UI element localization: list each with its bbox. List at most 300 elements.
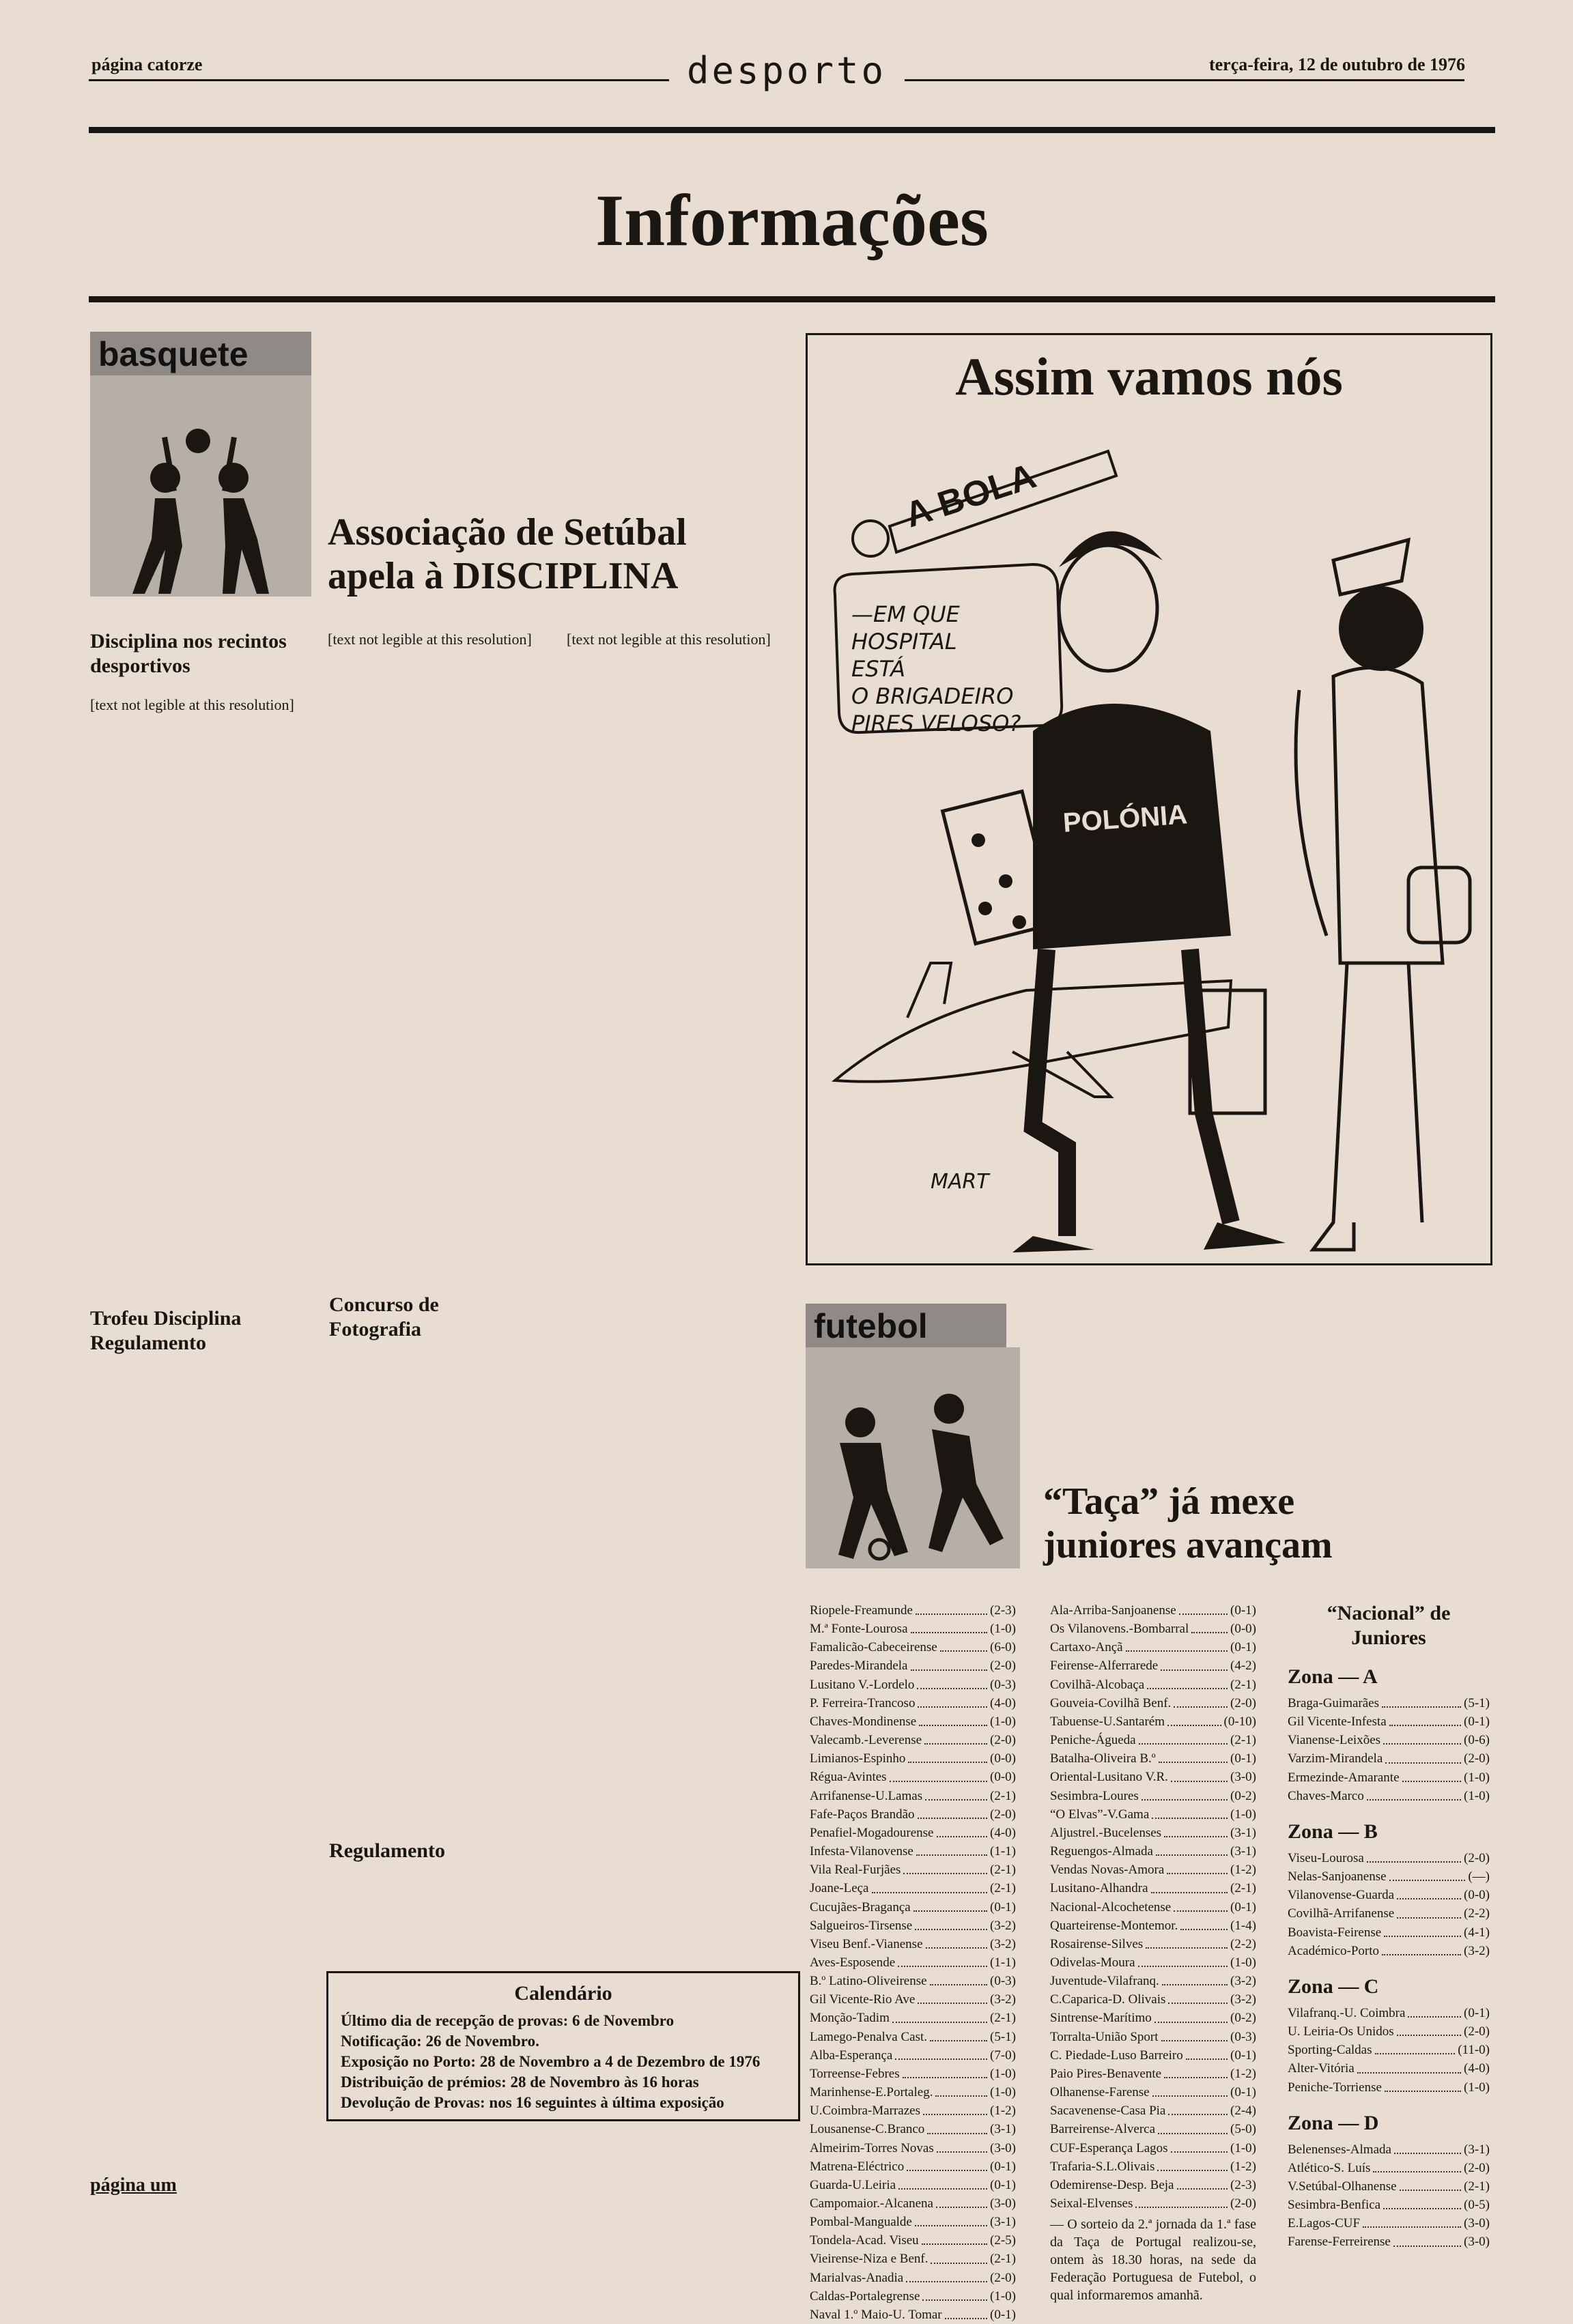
match-score: (1-2) [990,2104,1016,2119]
match-score: (1-0) [990,2085,1016,2100]
result-row [810,1898,1016,1917]
match-score: (3-0) [1464,2235,1490,2250]
match-name: Tondela-Acad. Viseu [810,2233,919,2248]
match-score: (2-3) [1230,2177,1256,2192]
match-name: Seixal-Elvenses [1050,2196,1133,2211]
result-row [1050,1935,1256,1953]
result-row [1288,2059,1490,2078]
result-row [810,1768,1016,1786]
match-name: C. Piedade-Luso Barreiro [1050,2048,1183,2063]
result-row [1050,1768,1256,1786]
match-score: (2-1) [990,2252,1016,2267]
match-score: (1-0) [990,1622,1016,1637]
match-name: Salgueiros-Tirsense [810,1918,913,1933]
shirt-text: POLÓNIA [1062,799,1189,838]
match-name: Fafe-Paços Brandão [810,1807,915,1822]
match-score: (2-0) [990,1733,1016,1748]
match-name: Valecamb.-Leverense [810,1733,922,1748]
match-score: (2-0) [1464,1751,1490,1766]
match-name: Gil Vicente-Rio Ave [810,1992,916,2007]
result-row [810,1638,1016,1656]
match-score: (4-2) [1230,1659,1256,1674]
result-row [810,1620,1016,1638]
result-row [1050,2176,1256,2194]
match-name: U. Leiria-Os Unidos [1288,2024,1394,2039]
match-name: P. Ferreira-Trancoso [810,1695,916,1710]
match-score: (1-0) [1230,2140,1256,2155]
result-row [810,2139,1016,2157]
result-row [810,2065,1016,2083]
futebol-headline: “Taça” já mexe juniores avançam [1043,1480,1333,1567]
result-row [1050,1917,1256,1935]
cartoon-title: Assim vamos nós [955,347,1343,406]
match-name: C.Caparica-D. Olivais [1050,1992,1166,2007]
result-row [1288,1867,1490,1886]
result-row [810,2028,1016,2046]
match-name: Académico-Porto [1288,1943,1380,1958]
result-row [810,2046,1016,2065]
result-row [1050,1749,1256,1768]
match-name: Torralta-União Sport [1050,2029,1159,2044]
match-score: (0-1) [1464,2005,1490,2020]
basquete-tag: basquete [90,332,311,377]
match-score: (2-0) [1230,2196,1256,2211]
match-name: Vilanovense-Guarda [1288,1888,1395,1903]
match-score: (2-1) [1230,1677,1256,1692]
taca-note: — O sorteio da 2.ª jornada da 1.ª fase da Taça de Portugal realizou-se, ontem às 18.30 horas, na sede da Federação Portuguesa de Futebol, o qual informaremos amanhã. [1050,2217,1256,2304]
result-row [810,2194,1016,2213]
match-name: Batalha-Oliveira B.º [1050,1751,1156,1766]
result-row [1050,1638,1256,1656]
result-row [1288,1712,1490,1731]
match-score: (7-0) [990,2048,1016,2063]
match-score: (1-0) [1464,1788,1490,1803]
result-row [810,2157,1016,2176]
match-score: (1-0) [1230,1955,1256,1970]
match-name: Boavista-Feirense [1288,1925,1382,1940]
match-name: V.Setúbal-Olhanense [1288,2179,1397,2194]
match-name: Alter-Vitória [1288,2061,1355,2076]
futebol-tag: futebol [806,1304,1006,1349]
match-score: (2-0) [990,2270,1016,2285]
match-name: Feirense-Alferrarede [1050,1659,1159,1674]
match-score: (1-0) [990,2289,1016,2304]
result-row [1288,2196,1490,2214]
match-name: Pombal-Mangualde [810,2215,912,2230]
result-row [1288,1886,1490,1904]
match-name: Caldas-Portalegrense [810,2289,920,2304]
match-score: (0-1) [1230,1751,1256,1766]
zone-title: Zona — D [1288,2111,1379,2134]
match-score: (1-0) [990,1714,1016,1729]
result-row [1288,1942,1490,1960]
match-name: Sporting-Caldas [1288,2043,1372,2058]
result-row [810,1972,1016,1990]
match-name: Torreense-Febres [810,2066,900,2081]
result-row [1288,2177,1490,2196]
discipline-subhead: Disciplina nos recintos desportivos [90,630,287,677]
result-row [810,1953,1016,1972]
result-row [810,2306,1016,2324]
result-row [810,1861,1016,1879]
match-name: Riopele-Freamunde [810,1603,913,1618]
match-name: Arrifanense-U.Lamas [810,1788,923,1803]
calendar-line: Devolução de Provas: nos 16 seguintes à última exposição [341,2093,724,2111]
header-rule-thin [89,79,669,81]
result-row [1050,2046,1256,2065]
match-score: (3-1) [1230,1844,1256,1859]
match-score: (4-0) [1464,2061,1490,2076]
match-name: Quarteirense-Montemor. [1050,1918,1178,1933]
match-score: (5-1) [1464,1696,1490,1710]
zone-title: Zona — B [1288,1820,1378,1843]
match-name: Varzim-Mirandela [1288,1751,1383,1766]
match-score: (1-0) [1230,1807,1256,1822]
match-score: (0-0) [990,1770,1016,1785]
result-row [810,2083,1016,2101]
masthead-rule [89,296,1495,302]
match-name: Ala-Arriba-Sanjoanense [1050,1603,1176,1618]
speech-bubble-text: —EM QUE HOSPITAL ESTÁ O BRIGADEIRO PIRES VELOSO? [851,601,1021,736]
match-name: Infesta-Vilanovense [810,1844,913,1859]
match-score: (0-1) [1230,1603,1256,1618]
match-score: (3-1) [990,2122,1016,2137]
calendar-line: Último dia de recepção de provas: 6 de Novembro [341,2012,675,2029]
match-score: (0-0) [990,1751,1016,1766]
match-score: (1-1) [990,1955,1016,1970]
result-row [1050,1694,1256,1712]
result-row [810,2231,1016,2250]
result-row [810,1824,1016,1842]
match-name: Gil Vicente-Infesta [1288,1715,1387,1730]
match-score: (0-0) [1230,1622,1256,1637]
match-score: (3-0) [1230,1770,1256,1785]
match-score: (5-1) [990,2029,1016,2044]
result-row [810,1935,1016,1953]
result-row [1288,2004,1490,2022]
result-row [1288,1731,1490,1749]
match-name: Lusitano V.-Lordelo [810,1677,915,1692]
result-row [1288,2078,1490,2097]
match-score: (3-2) [990,1992,1016,2007]
zone-title: Zona — A [1288,1665,1378,1688]
match-name: Vieirense-Niza e Benf. [810,2252,929,2267]
match-score: (1-4) [1230,1918,1256,1933]
result-row [1288,1923,1490,1942]
match-score: (1-0) [1464,2080,1490,2095]
match-score: (2-0) [1464,1850,1490,1865]
match-name: Lusitano-Alhandra [1050,1881,1148,1896]
result-row [1288,2214,1490,2233]
result-row [810,2176,1016,2194]
result-row [1288,1904,1490,1923]
match-score: (0-5) [1464,2198,1490,2213]
result-row [1050,1712,1256,1731]
result-row [1050,2083,1256,2101]
match-score: (2-1) [1230,1733,1256,1748]
match-score: (0-2) [1230,2011,1256,2026]
masthead-title: Informações [595,180,989,261]
match-name: Olhanense-Farense [1050,2085,1150,2100]
juniores-panel [1288,1601,1490,2252]
result-row [1050,2065,1256,2083]
result-row [810,1601,1016,1620]
match-name: Famalicão-Cabeceirense [810,1640,937,1655]
result-row [810,1990,1016,2009]
match-score: (1-2) [1230,1863,1256,1878]
result-row [1050,2009,1256,2027]
match-name: B.º Latino-Oliveirense [810,1974,927,1989]
match-score: (0-1) [990,2307,1016,2322]
match-score: (2-1) [990,2011,1016,2026]
match-name: Belenenses-Almada [1288,2142,1391,2157]
match-name: Lousanense-C.Branco [810,2122,925,2137]
result-row [1050,1805,1256,1824]
result-row [810,1842,1016,1861]
match-score: (2-2) [1464,1906,1490,1921]
match-name: Vilafranq.-U. Coimbra [1288,2005,1406,2020]
result-row [1050,1953,1256,1972]
zone-title: Zona — C [1288,1975,1379,1998]
match-score: (2-1) [990,1788,1016,1803]
match-score: (3-1) [990,2215,1016,2230]
footer-page-label: página um [90,2175,177,2196]
match-name: Paio Pires-Benavente [1050,2066,1162,2081]
a-bola-logo [853,451,1116,556]
match-name: U.Coimbra-Marrazes [810,2104,920,2119]
match-score: (2-1) [1464,2179,1490,2194]
match-name: Tabuense-U.Santarém [1050,1714,1165,1729]
match-score: (0-1) [1230,1640,1256,1655]
column-1-text: [text not legible at this resolution] [90,696,294,713]
match-name: Régua-Avintes [810,1770,887,1785]
match-score: (0-6) [1464,1733,1490,1748]
match-score: (0-1) [990,2159,1016,2174]
result-row [810,2287,1016,2306]
calendar-box [326,1971,800,2121]
match-name: Odemirense-Desp. Beja [1050,2177,1174,2192]
match-name: Aves-Esposende [810,1955,896,1970]
match-name: CUF-Esperança Lagos [1050,2140,1168,2155]
section-title: desporto [686,49,887,92]
result-row [1050,2139,1256,2157]
match-name: Campomaior.-Alcanena [810,2196,933,2211]
match-name: Marinhense-E.Portaleg. [810,2085,933,2100]
match-score: (0-0) [1464,1888,1490,1903]
result-row [1050,2120,1256,2138]
match-name: Sintrense-Marítimo [1050,2011,1152,2026]
match-score: (3-0) [1464,2216,1490,2231]
column-3-text: [text not legible at this resolution] [567,631,771,648]
match-score: (3-0) [990,2196,1016,2211]
result-row [1050,1601,1256,1620]
result-row [1288,2022,1490,2041]
result-row [810,1805,1016,1824]
top-rule [89,127,1495,133]
match-score: (2-3) [990,1603,1016,1618]
match-score: (0-1) [1230,2048,1256,2063]
match-score: (0-1) [1230,1899,1256,1914]
stewardess-figure [1296,540,1470,1250]
match-name: Oriental-Lusitano V.R. [1050,1770,1168,1785]
match-name: Vianense-Leixões [1288,1733,1381,1748]
man-figure [943,531,1286,1252]
result-row [810,1787,1016,1805]
result-row [1050,1990,1256,2009]
result-row [1050,2028,1256,2046]
nacional-juniores-title: “Nacional” de Juniores [1327,1602,1451,1649]
match-name: Viseu-Lourosa [1288,1850,1364,1865]
match-score: (3-2) [1230,1992,1256,2007]
match-score: (2-0) [990,1807,1016,1822]
result-row [1050,1731,1256,1749]
match-name: Barreirense-Alverca [1050,2122,1156,2137]
result-row [1288,2041,1490,2059]
result-row [1050,1861,1256,1879]
result-row [810,2250,1016,2268]
match-score: (0-2) [1230,1788,1256,1803]
cartoonist-signature: MART [931,1170,989,1194]
result-row [1050,1879,1256,1897]
match-name: Juventude-Vilafranq. [1050,1974,1159,1989]
result-row [1050,1676,1256,1694]
result-row [810,1917,1016,1935]
match-score: (3-2) [990,1918,1016,1933]
result-row [810,2213,1016,2231]
result-row [810,1656,1016,1675]
match-name: Limianos-Espinho [810,1751,906,1766]
regulamento-subhead: Regulamento [329,1839,445,1862]
result-row [1288,2233,1490,2251]
match-score: (0-1) [1230,2085,1256,2100]
match-name: Ermezinde-Amarante [1288,1770,1400,1785]
match-name: Covilhã-Alcobaça [1050,1677,1145,1692]
taca-results-col1 [810,1601,1016,2324]
match-score: (3-1) [1464,2142,1490,2157]
match-score: (1-2) [1230,2066,1256,2081]
match-name: Viseu Benf.-Vianense [810,1936,923,1951]
match-name: Sesimbra-Loures [1050,1788,1139,1803]
match-score: (2-4) [1230,2104,1256,2119]
match-score: (3-2) [990,1936,1016,1951]
taca-results-col2 [1050,1601,1256,2304]
match-score: (2-2) [1230,1936,1256,1951]
result-row [1050,1824,1256,1842]
match-name: Odivelas-Moura [1050,1955,1135,1970]
result-row [810,1676,1016,1694]
result-row [1050,1656,1256,1675]
calendar-line: Distribuição de prémios: 28 de Novembro às 16 horas [341,2073,699,2091]
calendar-line: Notificação: 26 de Novembro. [341,2032,539,2050]
match-score: (4-0) [990,1695,1016,1710]
result-row [1050,1787,1256,1805]
match-score: (4-0) [990,1825,1016,1840]
match-score: (5-0) [1230,2122,1256,2137]
match-score: (1-1) [990,1844,1016,1859]
match-name: Reguengos-Almada [1050,1844,1153,1859]
match-name: Alba-Esperança [810,2048,893,2063]
result-row [1050,1898,1256,1917]
match-score: (0-3) [990,1974,1016,1989]
result-row [1050,2157,1256,2176]
match-name: Trafaria-S.L.Olivais [1050,2159,1155,2174]
result-row [1050,1842,1256,1861]
match-score: (0-1) [990,2177,1016,2192]
basketball-players-icon [90,375,311,597]
result-row [1050,1972,1256,1990]
result-row [1288,1694,1490,1712]
match-name: Matrena-Eléctrico [810,2159,905,2174]
match-name: “O Elvas”-V.Gama [1050,1807,1150,1822]
basquete-headline: Associação de Setúbal apela à DISCIPLINA [328,511,687,598]
result-row [1288,2159,1490,2177]
match-score: (3-1) [1230,1825,1256,1840]
match-score: (2-1) [990,1863,1016,1878]
match-score: (2-0) [1464,2160,1490,2175]
result-row [810,2269,1016,2287]
match-score: (2-0) [1230,1695,1256,1710]
match-name: Braga-Guimarães [1288,1696,1379,1710]
match-name: Vila Real-Furjães [810,1863,901,1878]
match-score: (0-10) [1223,1714,1256,1729]
match-name: Aljustrel.-Bucelenses [1050,1825,1162,1840]
match-name: Paredes-Mirandela [810,1659,908,1674]
match-name: Naval 1.º Maio-U. Tomar [810,2307,942,2322]
match-score: (3-0) [990,2140,1016,2155]
result-row [810,1694,1016,1712]
a-bola-logo-text: A BOLA [900,456,1041,536]
match-score: (3-2) [1464,1943,1490,1958]
match-score: (4-1) [1464,1925,1490,1940]
result-row [810,1879,1016,1897]
match-name: Almeirim-Torres Novas [810,2140,934,2155]
match-name: Chaves-Mondinense [810,1714,917,1729]
match-score: (1-0) [1464,1770,1490,1785]
trofeu-subhead: Trofeu Disciplina Regulamento [90,1307,242,1354]
result-row [1050,1620,1256,1638]
match-score: (2-0) [1464,2024,1490,2039]
match-name: Penafiel-Mogadourense [810,1825,934,1840]
result-row [1288,1787,1490,1805]
match-name: Atlético-S. Luís [1288,2160,1371,2175]
cartoon-frame [806,333,1492,1265]
match-name: Monção-Tadim [810,2011,890,2026]
match-name: Farense-Ferreirense [1288,2235,1391,2250]
match-score: (2-1) [1230,1881,1256,1896]
calendar-line: Exposição no Porto: 28 de Novembro a 4 de Dezembro de 1976 [341,2052,761,2070]
match-name: Nacional-Alcochetense [1050,1899,1172,1914]
match-score: (0-1) [990,1899,1016,1914]
result-row [810,2120,1016,2138]
match-name: Cartaxo-Ançã [1050,1640,1123,1655]
match-score: (—) [1468,1869,1490,1884]
match-name: Joane-Leça [810,1881,869,1896]
match-score: (1-2) [1230,2159,1256,2174]
result-row [810,1749,1016,1768]
result-row [810,2009,1016,2027]
match-score: (6-0) [990,1640,1016,1655]
result-row [810,1731,1016,1749]
match-name: Covilhã-Arrifanense [1288,1906,1395,1921]
match-name: E.Lagos-CUF [1288,2216,1361,2231]
match-name: Peniche-Águeda [1050,1733,1136,1748]
match-score: (2-1) [990,1881,1016,1896]
match-score: (0-3) [990,1677,1016,1692]
match-score: (2-0) [990,1659,1016,1674]
match-name: Sesimbra-Benfica [1288,2198,1381,2213]
match-name: Peniche-Torriense [1288,2080,1382,2095]
match-score: (11-0) [1458,2043,1490,2058]
